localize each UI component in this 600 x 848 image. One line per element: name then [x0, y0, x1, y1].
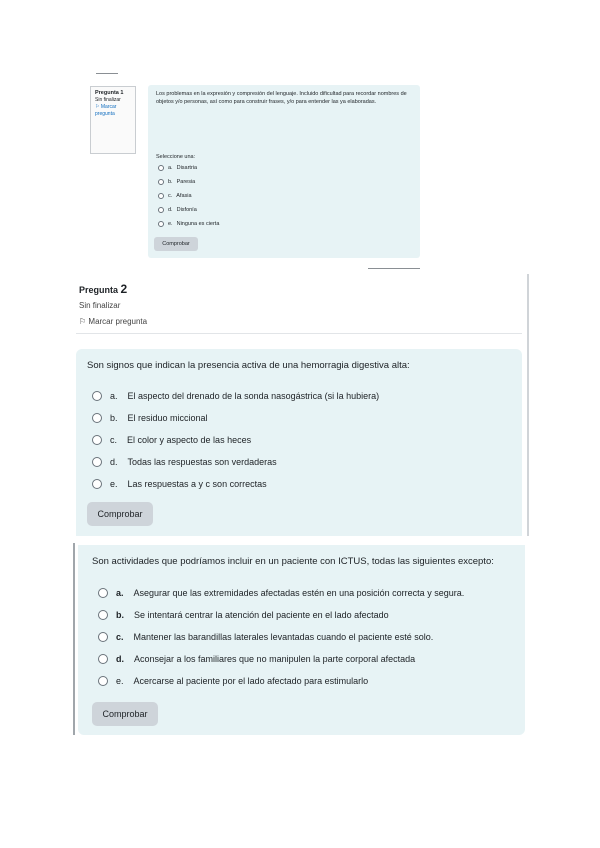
q2-option-letter: d.	[110, 457, 118, 467]
q3-option-b[interactable]	[98, 608, 389, 622]
q3-check-button[interactable]: Comprobar	[92, 702, 158, 726]
q2-flag-link[interactable]	[79, 316, 147, 328]
q2-option-c[interactable]	[92, 433, 251, 447]
q2-option-letter: b.	[110, 413, 118, 423]
radio-icon[interactable]	[98, 676, 108, 686]
q3-option-c[interactable]	[98, 630, 433, 644]
q1-option-text: Disfonía	[176, 207, 197, 213]
q2-status: Sin finalizar	[79, 301, 121, 310]
q2-option-letter: e.	[110, 479, 118, 489]
q3-option-d[interactable]	[98, 652, 415, 666]
q3-option-e[interactable]	[98, 674, 368, 688]
q1-question-text: Los problemas en la expresión y compresión del lenguaje. Incluido dificultad para recordar nombres de objetos y/o personas, así como para construir frases, y/o para entender las ya elaboradas.	[156, 91, 407, 105]
radio-icon[interactable]	[98, 632, 108, 642]
q3-question-text: Son actividades que podríamos incluir en un paciente con ICTUS, todas las siguientes excepto:	[92, 556, 494, 567]
q2-header-divider	[76, 333, 522, 334]
q1-flag-link[interactable]	[95, 104, 131, 118]
radio-icon[interactable]	[92, 391, 102, 401]
q1-prompt: Seleccione una:	[156, 154, 196, 160]
radio-icon[interactable]	[158, 179, 164, 185]
radio-icon[interactable]	[158, 165, 164, 171]
q3-option-letter: b.	[116, 610, 124, 620]
q1-option-letter: a.	[168, 165, 173, 171]
q3-content-box	[78, 545, 525, 735]
flag-icon: ⚐	[95, 104, 100, 110]
q2-option-text: El color y aspecto de las heces	[127, 435, 252, 445]
q2-option-e[interactable]	[92, 477, 267, 491]
q2-option-text: Todas las respuestas son verdaderas	[127, 457, 277, 467]
q2-question-text: Son signos que indican la presencia activa de una hemorragia digestiva alta:	[87, 360, 410, 371]
q1-option-b[interactable]	[158, 177, 195, 187]
q2-content-box	[76, 349, 522, 536]
q3-option-text: Aconsejar a los familiares que no manipulen la parte corporal afectada	[134, 654, 416, 664]
q2-option-letter: c.	[110, 435, 118, 445]
q2-label: Pregunta	[79, 285, 119, 295]
radio-icon[interactable]	[92, 413, 102, 423]
q1-option-text: Afasia	[176, 193, 192, 199]
q3-option-text: Acercarse al paciente por el lado afectado para estimularlo	[133, 676, 369, 686]
q1-option-e[interactable]	[158, 219, 219, 229]
q1-option-letter: e.	[168, 221, 173, 227]
q3-option-letter: d.	[116, 654, 124, 664]
q1-option-letter: b.	[168, 179, 173, 185]
q1-option-letter: c.	[168, 193, 173, 199]
q3-option-letter: a.	[116, 588, 124, 598]
radio-icon[interactable]	[98, 610, 108, 620]
q1-option-d[interactable]	[158, 205, 197, 215]
radio-icon[interactable]	[92, 457, 102, 467]
q3-option-text: Asegurar que las extremidades afectadas estén en una posición correcta y segura.	[133, 588, 465, 598]
q1-option-c[interactable]	[158, 191, 192, 201]
flag-icon: ⚐	[79, 317, 87, 326]
radio-icon[interactable]	[158, 207, 164, 213]
q3-option-a[interactable]	[98, 586, 464, 600]
radio-icon[interactable]	[92, 479, 102, 489]
q2-option-letter: a.	[110, 391, 118, 401]
radio-icon[interactable]	[98, 588, 108, 598]
q1-option-text: Paresia	[176, 179, 196, 185]
q3-option-letter: e.	[116, 676, 124, 686]
q1-option-a[interactable]	[158, 163, 197, 173]
q2-flag-label: Marcar pregunta	[88, 317, 148, 326]
q2-option-d[interactable]	[92, 455, 277, 469]
q1-flag-label: Marcar pregunta	[95, 104, 117, 117]
q2-check-button[interactable]: Comprobar	[87, 502, 153, 526]
radio-icon[interactable]	[158, 193, 164, 199]
q3-option-letter: c.	[116, 632, 124, 642]
q1-option-letter: d.	[168, 207, 173, 213]
q1-label: Pregunta 1	[95, 90, 124, 96]
q1-check-button[interactable]: Comprobar	[154, 237, 198, 251]
q2-option-text: Las respuestas a y c son correctas	[127, 479, 267, 489]
q2-info-panel	[79, 283, 147, 328]
radio-icon[interactable]	[92, 435, 102, 445]
radio-icon[interactable]	[98, 654, 108, 664]
q2-option-b[interactable]	[92, 411, 208, 425]
q1-status: Sin finalizar	[95, 97, 121, 103]
mid-divider	[368, 268, 420, 269]
q3-option-text: Mantener las barandillas laterales levantadas cuando el paciente esté solo.	[133, 632, 434, 642]
q1-option-text: Disartria	[176, 165, 198, 171]
q2-number: 2	[120, 282, 128, 296]
radio-icon[interactable]	[158, 221, 164, 227]
q2-title	[79, 283, 147, 296]
q1-option-text: Ninguna es cierta	[176, 221, 220, 227]
top-divider	[96, 73, 118, 74]
q1-info-panel	[90, 86, 136, 154]
q2-option-text: El residuo miccional	[127, 413, 208, 423]
q2-option-a[interactable]	[92, 389, 379, 403]
q3-option-text: Se intentará centrar la atención del paciente en el lado afectado	[134, 610, 389, 620]
q1-content-box	[148, 85, 420, 258]
q2-option-text: El aspecto del drenado de la sonda nasogástrica (si la hubiera)	[127, 391, 380, 401]
